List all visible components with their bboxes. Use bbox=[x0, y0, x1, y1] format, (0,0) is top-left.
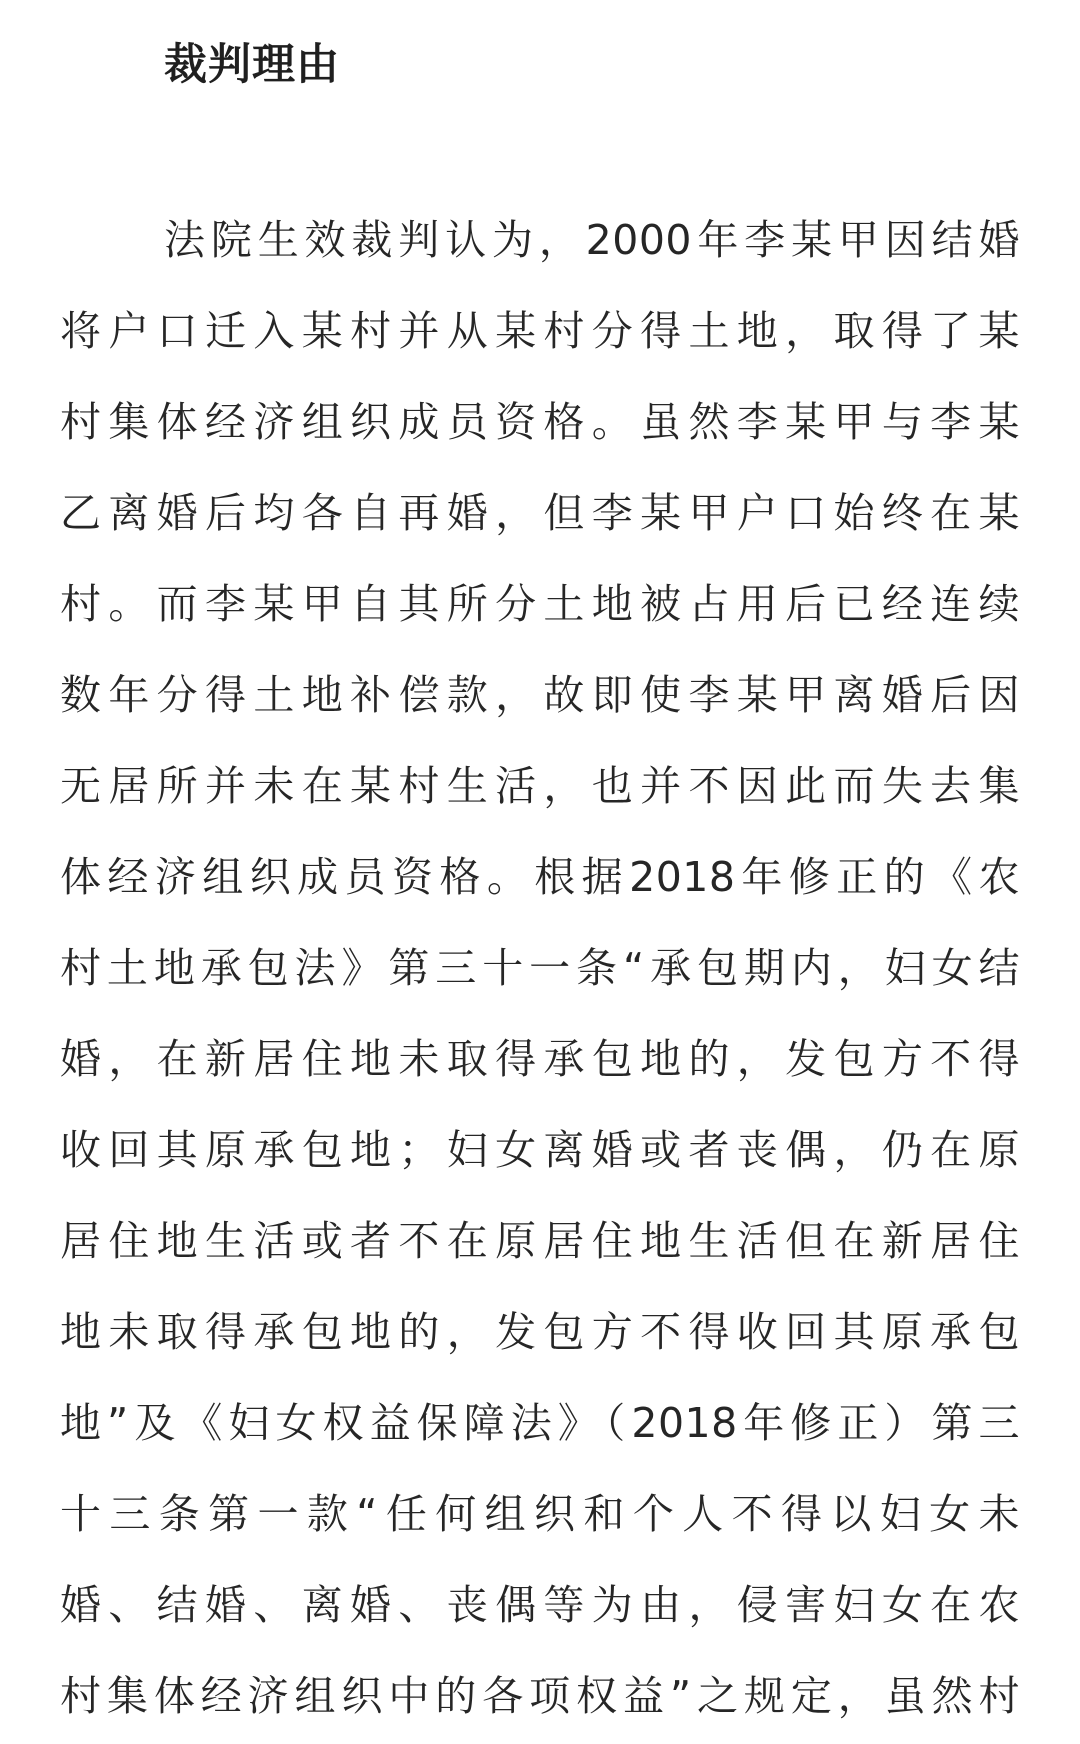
paragraph-line: 村土地承包法》第三十一条“承包期内，妇女结 bbox=[60, 944, 1020, 992]
paragraph-line: 地”及《妇女权益保障法》（2018年修正）第三 bbox=[60, 1399, 1020, 1447]
paragraph-line: 收回其原承包地；妇女离婚或者丧偶，仍在原 bbox=[60, 1126, 1020, 1174]
paragraph-line: 将户口迁入某村并从某村分得土地，取得了某 bbox=[60, 307, 1020, 355]
judgment-reason-paragraph bbox=[60, 205, 1020, 1744]
paragraph-line: 体经济组织成员资格。根据2018年修正的《农 bbox=[60, 853, 1020, 901]
paragraph-line: 村集体经济组织中的各项权益”之规定，虽然村 bbox=[60, 1672, 1020, 1720]
paragraph-line: 地未取得承包地的，发包方不得收回其原承包 bbox=[60, 1308, 1020, 1356]
paragraph-line: 居住地生活或者不在原居住地生活但在新居住 bbox=[60, 1217, 1020, 1265]
paragraph-line: 村集体经济组织成员资格。虽然李某甲与李某 bbox=[60, 398, 1020, 446]
paragraph-line: 婚、结婚、离婚、丧偶等为由，侵害妇女在农 bbox=[60, 1581, 1020, 1629]
paragraph-line: 婚，在新居住地未取得承包地的，发包方不得 bbox=[60, 1035, 1020, 1083]
paragraph-line: 法院生效裁判认为，2000年李某甲因结婚 bbox=[164, 216, 1020, 264]
paragraph-line: 数年分得土地补偿款，故即使李某甲离婚后因 bbox=[60, 671, 1020, 719]
paragraph-line: 十三条第一款“任何组织和个人不得以妇女未 bbox=[60, 1490, 1020, 1538]
section-heading: 裁判理由 bbox=[164, 40, 340, 90]
paragraph-line: 乙离婚后均各自再婚，但李某甲户口始终在某 bbox=[60, 489, 1020, 537]
paragraph-line: 村。而李某甲自其所分土地被占用后已经连续 bbox=[60, 580, 1020, 628]
paragraph-line: 无居所并未在某村生活，也并不因此而失去集 bbox=[60, 762, 1020, 810]
